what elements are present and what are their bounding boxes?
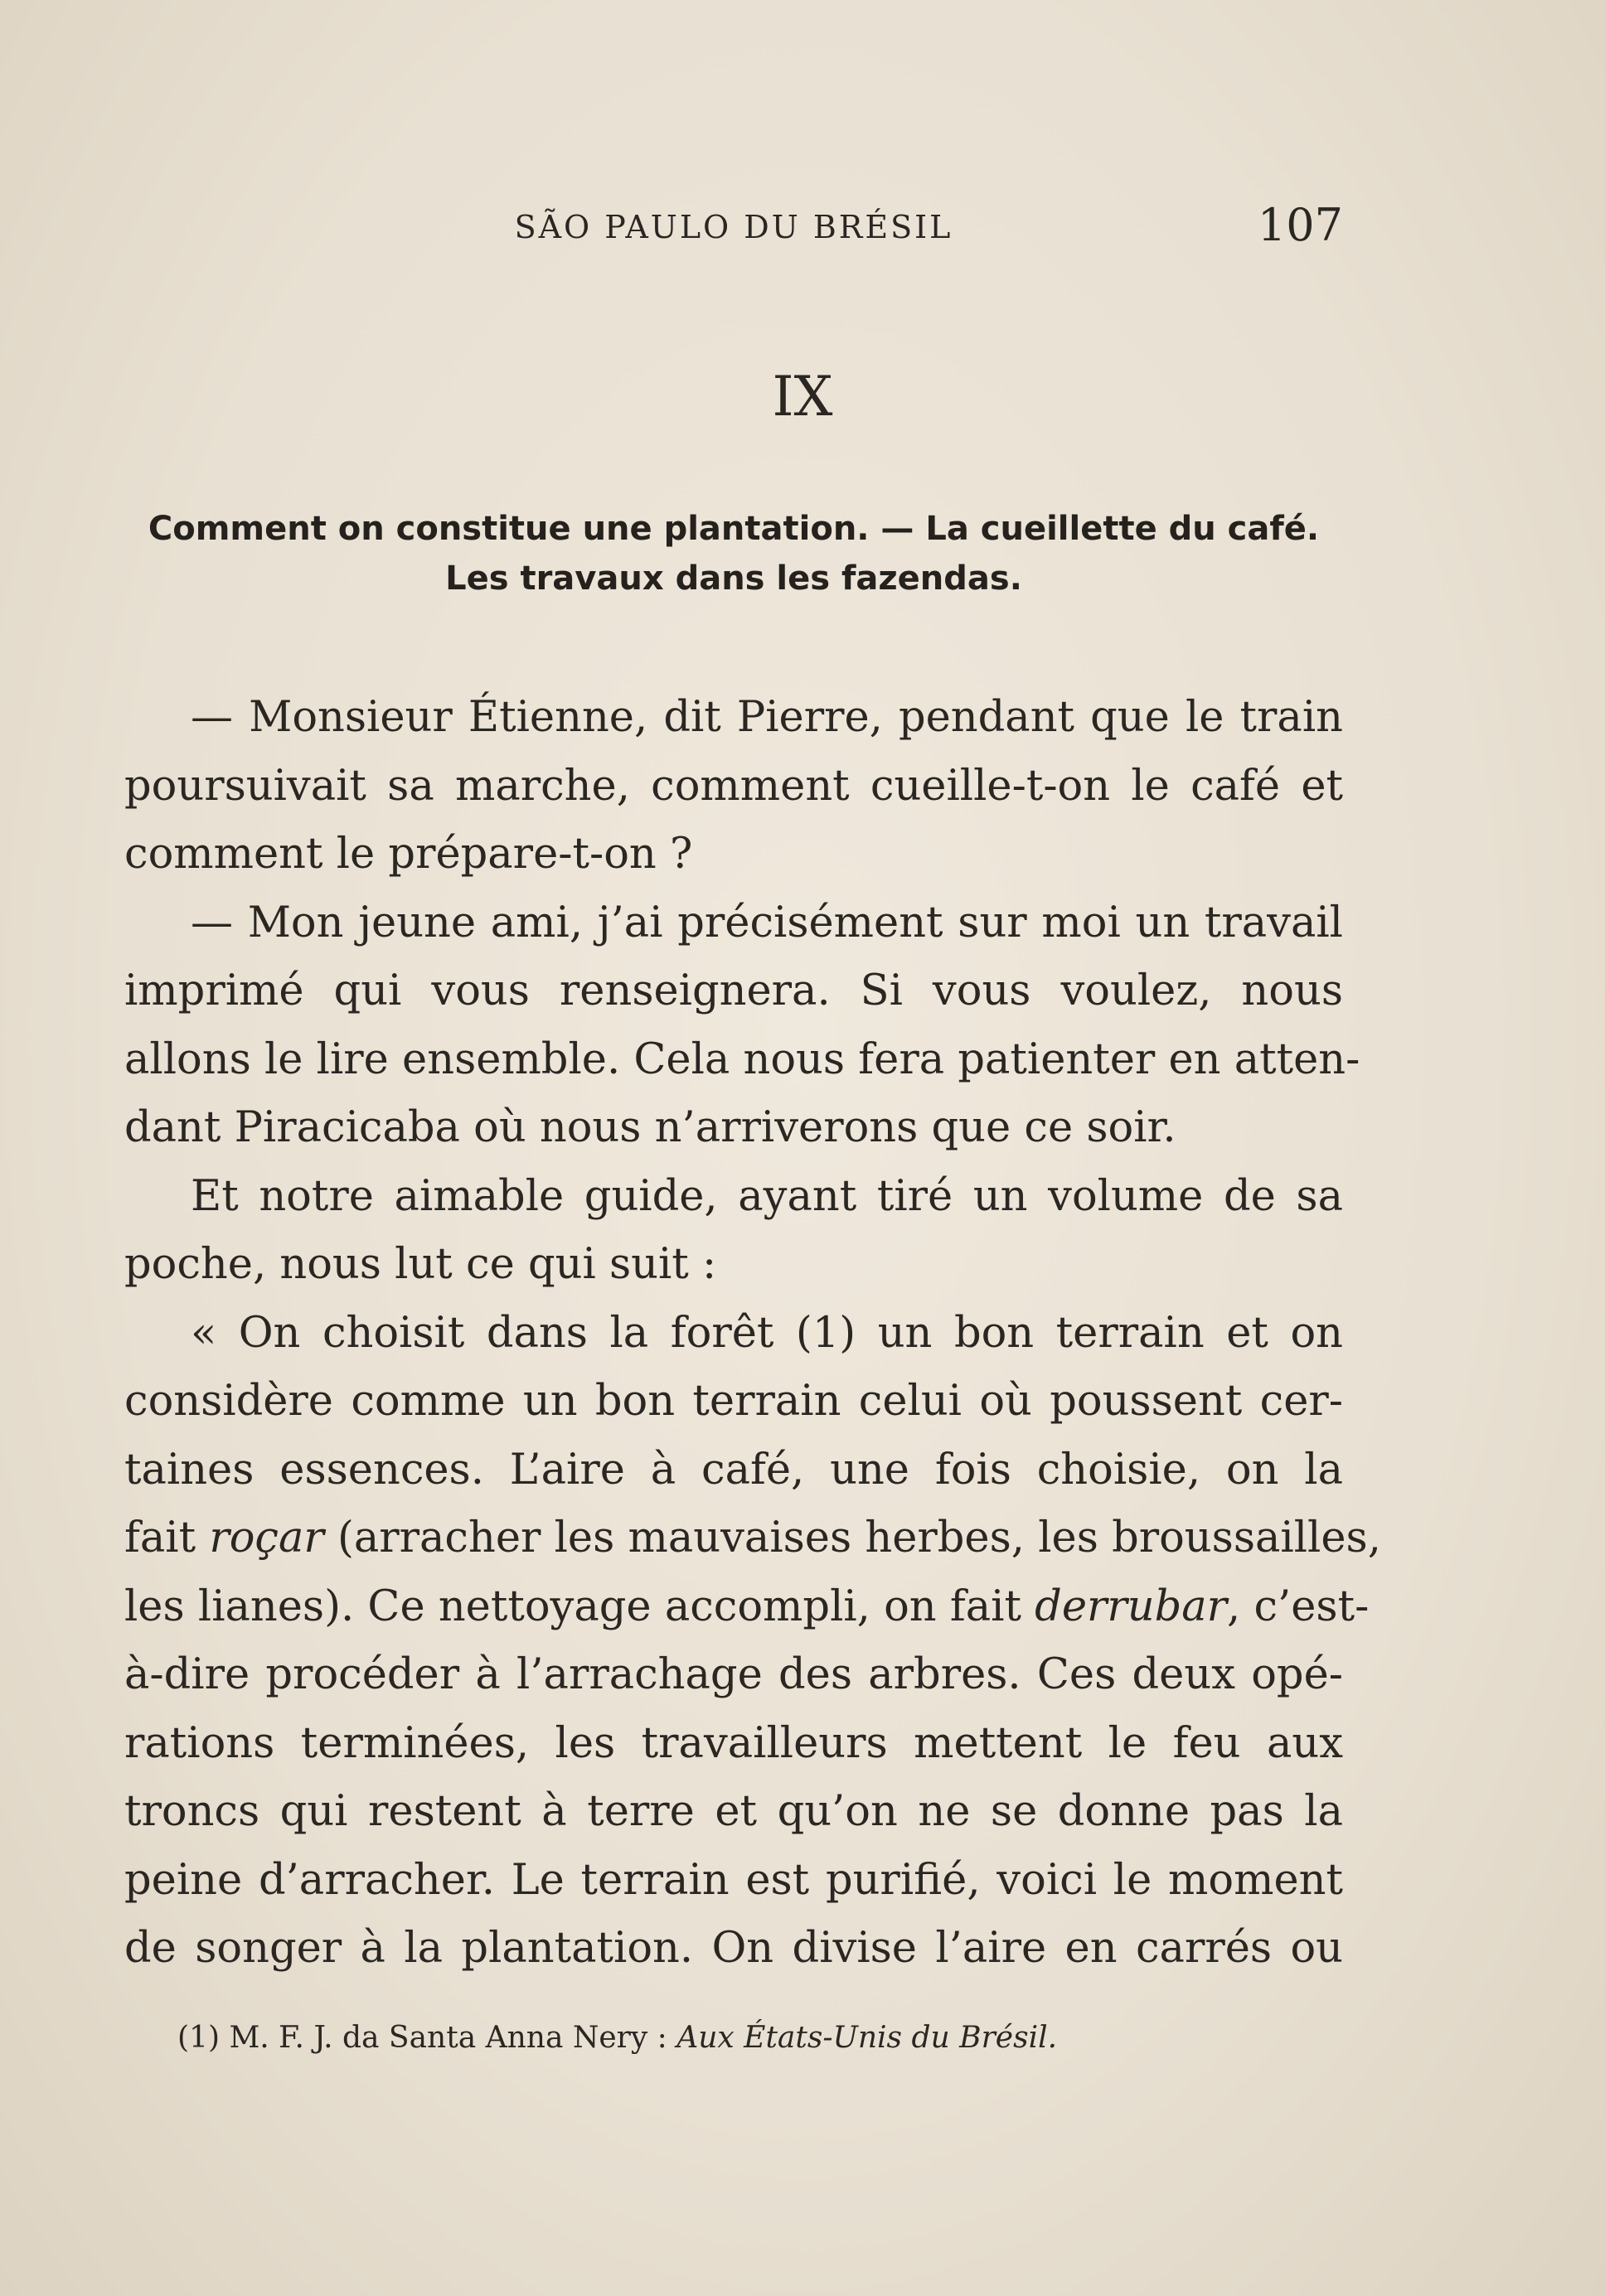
text-line: troncs qui restent à terre et qu’on ne se donne pas la (124, 1787, 1343, 1836)
text-segment: , c’est- (1227, 1582, 1370, 1631)
text-segment: (arracher les mauvaises herbes, les broussailles, (323, 1514, 1381, 1562)
text-line: comment le prépare-t-on ? (124, 830, 693, 879)
text-line (124, 1573, 1370, 1642)
text-line: taines essences. L’aire à café, une fois choisie, on la (124, 1445, 1343, 1494)
italic-term: derrubar (1035, 1582, 1228, 1631)
text-segment: les lianes). Ce nettoyage accompli, on fait (124, 1582, 1035, 1631)
running-title: SÃO PAULO DU BRÉSIL (514, 209, 953, 245)
chapter-title-line: Les travaux dans les fazendas. (445, 559, 1022, 598)
text-line: Et notre aimable guide, ayant tiré un volume de sa (191, 1171, 1343, 1221)
text-line: — Mon jeune ami, j’ai précisément sur moi un travail (191, 898, 1343, 947)
chapter-title-line: Comment on constitue une plantation. — La cueillette du café. (148, 510, 1320, 548)
text-line (124, 1504, 1381, 1573)
text-line: considère comme un bon terrain celui où poussent cer- (124, 1377, 1343, 1426)
text-line: à-dire procéder à l’arrachage des arbres. Ces deux opé- (124, 1650, 1343, 1699)
footnote-title: Aux États-Unis du Brésil. (676, 2021, 1058, 2055)
body-text (124, 684, 1381, 1984)
page-header (124, 199, 1343, 249)
text-line: de songer à la plantation. On divise l’aire en carrés ou (124, 1924, 1343, 1973)
chapter-number: IX (772, 365, 833, 429)
text-line: peine d’arracher. Le terrain est purifié, voici le moment (124, 1855, 1343, 1905)
text-line: allons le lire ensemble. Cela nous fera patienter en atten- (124, 1034, 1360, 1084)
text-line: dant Piracicaba où nous n’arriverons que ce soir. (124, 1103, 1176, 1152)
page-number: 107 (1257, 199, 1343, 251)
footnote-text: (1) M. F. J. da Santa Anna Nery : (177, 2021, 677, 2055)
text-line: « On choisit dans la forêt (1) un bon terrain et on (191, 1308, 1343, 1358)
chapter-title (124, 504, 1343, 603)
text-line: imprimé qui vous renseignera. Si vous voulez, nous (124, 966, 1343, 1015)
text-line: — Monsieur Étienne, dit Pierre, pendant que le train (191, 693, 1343, 742)
text-line: poursuivait sa marche, comment cueille-t-on le café et (124, 761, 1343, 811)
text-line: rations terminées, les travailleurs mettent le feu aux (124, 1718, 1343, 1768)
italic-term: roçar (209, 1514, 324, 1562)
text-line: poche, nous lut ce qui suit : (124, 1240, 717, 1289)
text-segment: fait (124, 1514, 210, 1562)
footnote (124, 2021, 1343, 2055)
